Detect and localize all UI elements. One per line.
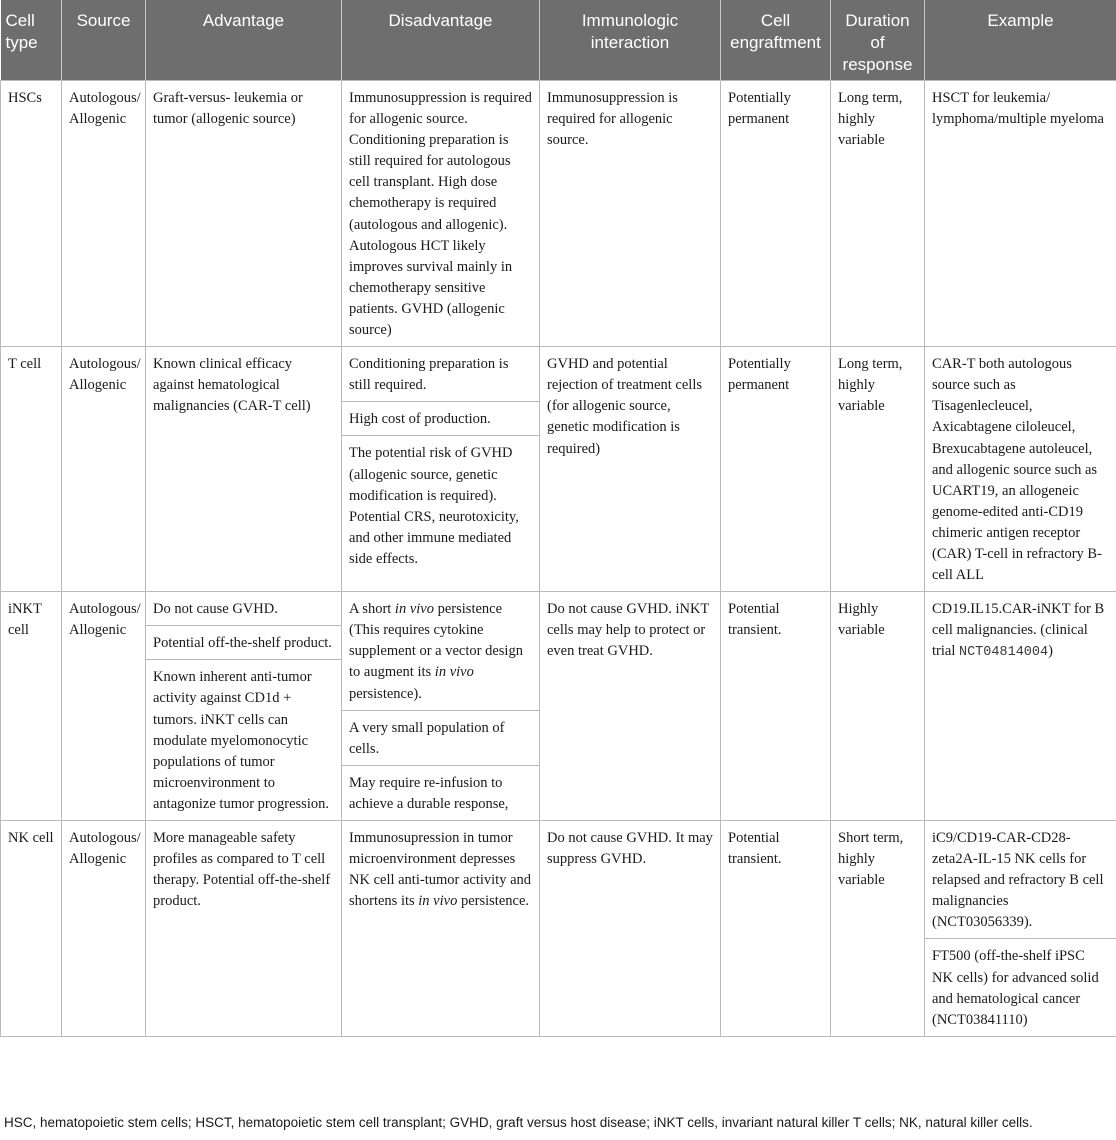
source-text: Autologous/ Allogenic [69,601,141,639]
immunologic-interaction [540,592,721,821]
immunologic-text: Do not cause GVHD. It may suppress GVHD. [547,830,713,868]
disadvantage-item [342,592,539,709]
cell-type-text: iNKT cell [8,601,42,639]
text-run: CD19.IL15.CAR-iNKT for B cell malignancies. (clinical trial [932,601,1105,660]
text-run: persistence. [457,893,530,910]
disadvantage-item: The potential risk of GVHD (allogenic source, genetic modification is required). Potential CRS, neurotoxicity, and other immune mediated side effects. [342,435,539,575]
italic-text: in vivo [434,664,474,681]
cell-type-text: NK cell [8,830,54,846]
duration-text: Short term, highly variable [838,830,904,889]
cell-engraftment [721,821,831,1037]
disadvantage [342,592,540,821]
text-run: persistence (This requires cytokine supplement or a vector design to augment its [349,601,523,681]
immunologic-interaction [540,347,721,592]
advantage-text: Known clinical efficacy against hematological malignancies (CAR-T cell) [153,356,311,415]
header-cell-engraftment: Cell engraftment [721,0,831,81]
advantage-item: Potential off-the-shelf product. [146,625,341,659]
advantage [146,592,342,821]
disadvantage-item: May require re-infusion to achieve a durable response, [342,765,539,820]
italic-text: in vivo [418,893,458,910]
duration-of-response [831,347,925,592]
example [925,821,1116,1037]
engraftment-text: Potentially permanent [728,356,791,394]
disadvantage [342,821,540,1037]
cell-engraftment [721,81,831,347]
table-row [1,347,1116,592]
text-run: persistence). [349,685,422,702]
advantage-item: Do not cause GVHD. [153,601,278,618]
advantage [146,347,342,592]
example-text: CAR-T both autologous source such as Tisagenlecleucel, Axicabtagene ciloleucel, Brexucabtagene autoleucel, and allogenic source such as UCART19, an allogeneic genome-edited anti-CD19 chimeric antigen receptor (CAR) T-cell in refractory B-cell ALL [932,356,1102,584]
engraftment-text: Potentially permanent [728,90,791,128]
text-run: Immunosupression in tumor microenvironment depresses NK cell anti-tumor activity and shortens its [349,830,532,910]
source-text: Autologous/ Allogenic [69,90,141,128]
source-text: Autologous/ Allogenic [69,356,141,394]
header-cell-type: Cell type [1,0,62,81]
duration-of-response [831,81,925,347]
header-source: Source [62,0,146,81]
duration-of-response [831,592,925,821]
immunologic-text: GVHD and potential rejection of treatment cells (for allogenic source, genetic modification is required) [547,356,702,457]
cell-engraftment [721,592,831,821]
header-duration-of-response: Duration of response [831,0,925,81]
disadvantage-item: Conditioning preparation is still required. [349,356,509,394]
engraftment-text: Potential transient. [728,830,782,868]
cell-type-text: T cell [8,356,42,373]
trial-id: NCT04814004 [958,645,1049,661]
immunologic-interaction [540,821,721,1037]
disadvantage [342,81,540,347]
header-example: Example [925,0,1116,81]
table-footnote: HSC, hematopoietic stem cells; HSCT, hematopoietic stem cell transplant; GVHD, graft versus host disease; iNKT cells, invariant natural killer T cells; NK, natural killer cells. [4,1115,1033,1130]
header-immunologic-interaction: Immunologic interaction [540,0,721,81]
advantage [146,81,342,347]
immunologic-text: Do not cause GVHD. iNKT cells may help to protect or even treat GVHD. [547,601,710,660]
advantage [146,821,342,1037]
duration-of-response [831,821,925,1037]
source [62,81,146,347]
table-body [1,81,1116,1037]
example-text: HSCT for leukemia/ lymphoma/multiple myeloma [932,90,1104,128]
cell-type [1,81,62,347]
disadvantage-text [342,821,539,917]
header-advantage: Advantage [146,0,342,81]
immunologic-text: Immunosuppression is required for allogenic source. [547,90,678,149]
cell-type-text: HSCs [8,90,42,106]
text-run: A short [349,601,395,618]
example-text [925,592,1116,668]
example [925,347,1116,592]
advantage-text: More manageable safety profiles as compared to T cell therapy. Potential off-the-shelf product. [153,830,331,910]
disadvantage-text: Immunosuppression is required for allogenic source. Conditioning preparation is still required for autologous cell transplant. High dose chemotherapy is required (autologous and allogenic). Autologous HCT likely improves survival mainly in chemotherapy sensitive patients. GVHD (allogenic source) [349,90,532,339]
duration-text: Highly variable [838,601,885,639]
text-run: ) [1048,643,1053,660]
source [62,592,146,821]
disadvantage [342,347,540,592]
cell-type [1,821,62,1037]
header-row [1,0,1116,81]
source-text: Autologous/ Allogenic [69,830,141,868]
duration-text: Long term, highly variable [838,356,903,415]
duration-text: Long term, highly variable [838,90,903,149]
cell-type [1,592,62,821]
immunologic-interaction [540,81,721,347]
example-item: FT500 (off-the-shelf iPSC NK cells) for advanced solid and hematological cancer (NCT03841110) [925,938,1116,1035]
advantage-item: Known inherent anti-tumor activity against CD1d + tumors. iNKT cells can modulate myelomonocytic populations of tumor microenvironment to antagonize tumor progression. [146,659,341,820]
example [925,592,1116,821]
disadvantage-item: High cost of production. [342,401,539,435]
engraftment-text: Potential transient. [728,601,782,639]
cell-engraftment [721,347,831,592]
advantage-text: Graft-versus- leukemia or tumor (allogenic source) [153,90,303,128]
source [62,347,146,592]
disadvantage-item: A very small population of cells. [342,710,539,765]
source [62,821,146,1037]
table-row [1,592,1116,821]
table-row [1,821,1116,1037]
table-header [1,0,1116,81]
cell-type [1,347,62,592]
italic-text: in vivo [394,601,434,618]
header-disadvantage: Disadvantage [342,0,540,81]
table-row [1,81,1116,347]
example-item: iC9/CD19-CAR-CD28-zeta2A-IL-15 NK cells for relapsed and refractory B cell malignancies (NCT03056339). [932,830,1104,931]
example [925,81,1116,347]
